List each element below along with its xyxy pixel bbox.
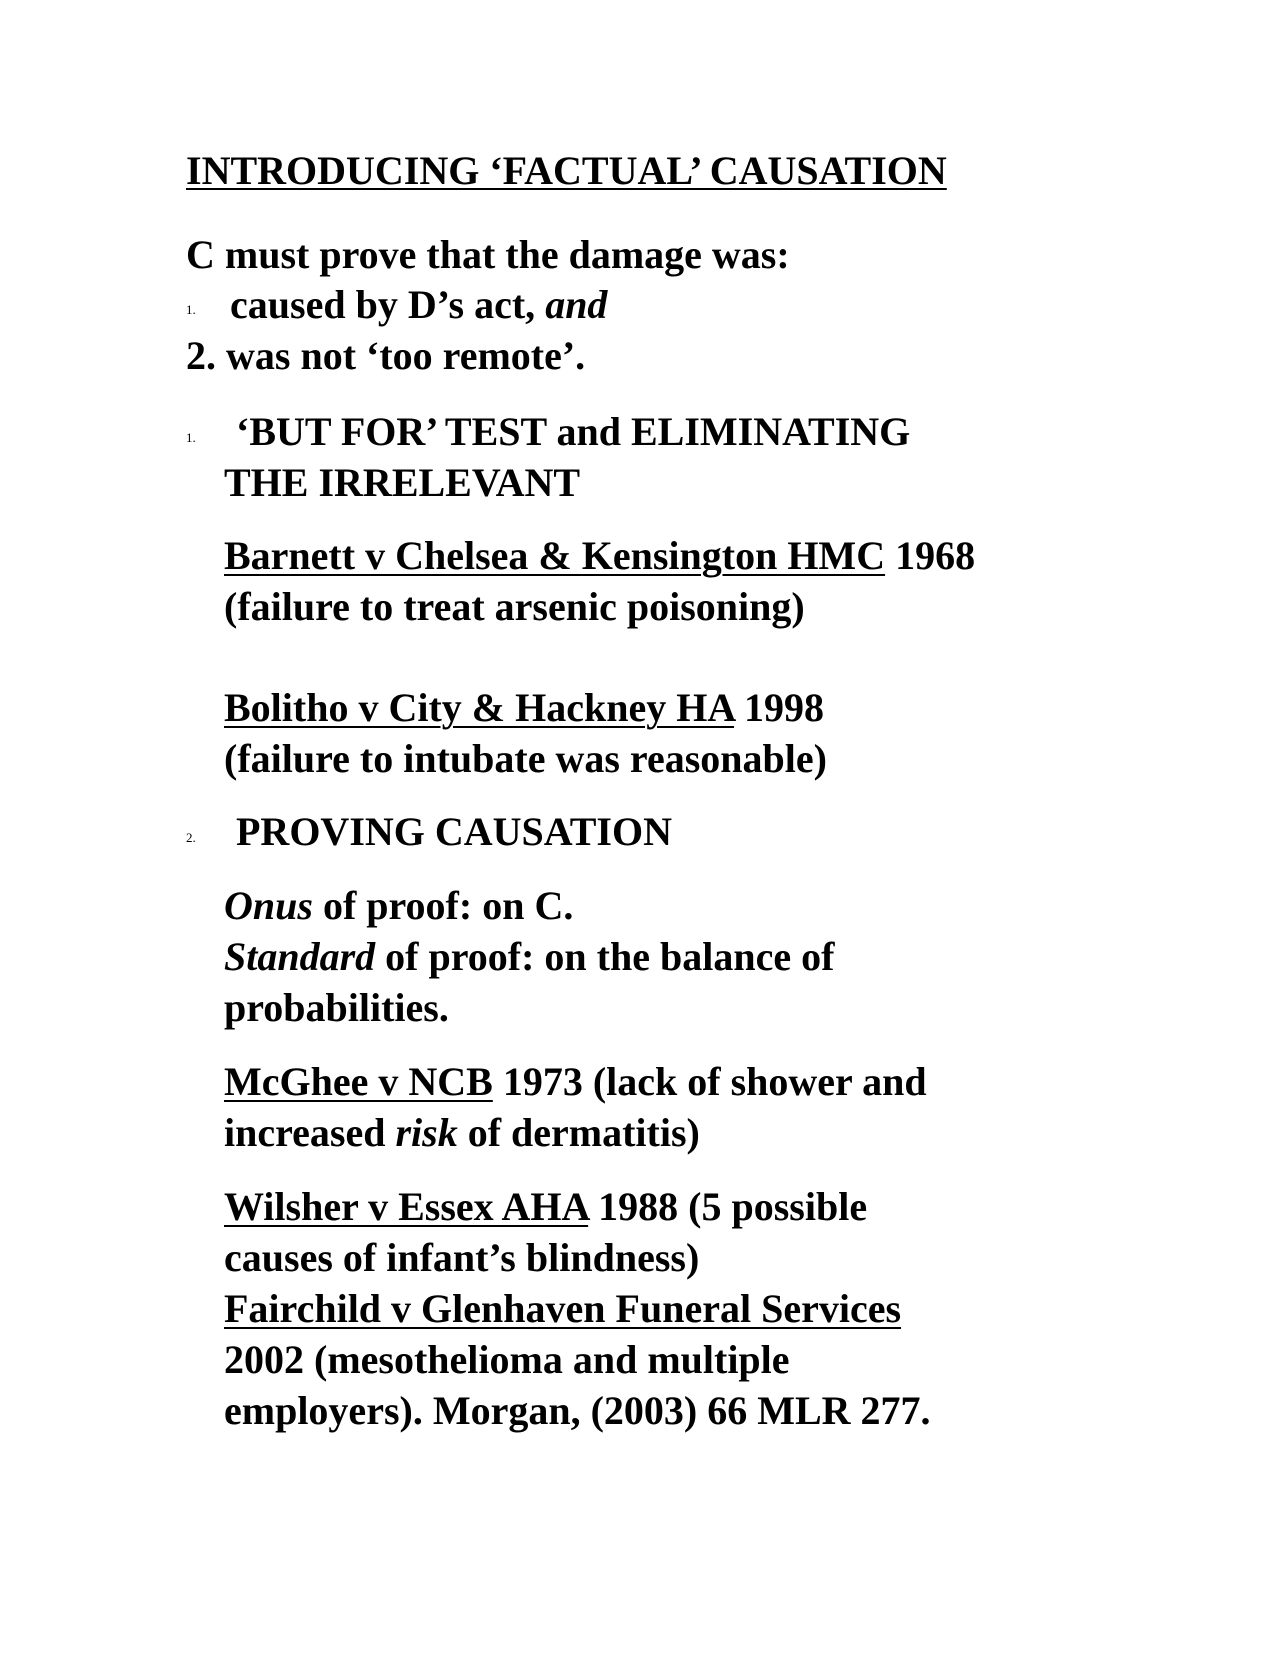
case-barnett-name: Barnett v Chelsea & Kensington HMC [224, 533, 886, 578]
case-mcghee-name: McGhee v NCB [224, 1059, 493, 1104]
case-fairchild-line3: employers). Morgan, (2003) 66 MLR 277. [224, 1388, 931, 1433]
section1-heading-line2: THE IRRELEVANT [224, 460, 581, 505]
case-wilsher [224, 1181, 867, 1232]
case-bolitho-name: Bolitho v City & Hackney HA [224, 685, 735, 730]
standard-line [224, 931, 834, 982]
standard-italic: Standard [224, 934, 376, 979]
section2-heading: PROVING CAUSATION [236, 809, 672, 854]
case-mcghee [224, 1056, 927, 1107]
onus-rest: of proof: on C. [322, 883, 574, 928]
case-wilsher-line2: causes of infant’s blindness) [224, 1235, 700, 1280]
case-barnett [224, 530, 975, 581]
case-barnett-note: (failure to treat arsenic poisoning) [224, 584, 805, 629]
case-bolitho [224, 682, 824, 733]
page-title: INTRODUCING ‘FACTUAL’ CAUSATION [186, 148, 947, 193]
case-fairchild-name: Fairchild v Glenhaven Funeral Services [224, 1286, 902, 1331]
case-barnett-year: 1968 [895, 533, 976, 578]
case-wilsher-name: Wilsher v Essex AHA [224, 1184, 589, 1229]
intro-lead: C must prove that the damage was: [186, 232, 790, 277]
intro-item1-text: caused by D’s act, [230, 282, 536, 327]
case-mcghee-risk: risk [395, 1110, 458, 1155]
case-mcghee-line2-a: increased [224, 1110, 386, 1155]
case-mcghee-line2-b: of dermatitis) [467, 1110, 700, 1155]
section1-heading-line1: ‘BUT FOR’ TEST and ELIMINATING [236, 409, 911, 454]
case-mcghee-rest: 1973 (lack of shower and [502, 1059, 927, 1104]
intro-item2: 2. was not ‘too remote’. [186, 333, 586, 378]
section2-number: 2. [186, 830, 196, 845]
section1-number: 1. [186, 430, 196, 445]
onus-line [224, 880, 573, 931]
onus-italic: Onus [224, 883, 313, 928]
case-bolitho-note: (failure to intubate was reasonable) [224, 736, 827, 781]
standard-line2: probabilities. [224, 985, 449, 1030]
case-fairchild-line2: 2002 (mesothelioma and multiple [224, 1337, 790, 1382]
intro-item1 [230, 279, 607, 330]
case-mcghee-line2 [224, 1107, 700, 1158]
intro-item1-italic: and [545, 282, 608, 327]
case-fairchild [224, 1283, 901, 1334]
intro-item1-number: 1. [186, 302, 196, 317]
case-bolitho-year: 1998 [744, 685, 825, 730]
case-wilsher-rest: 1988 (5 possible [598, 1184, 868, 1229]
standard-rest: of proof: on the balance of [385, 934, 835, 979]
